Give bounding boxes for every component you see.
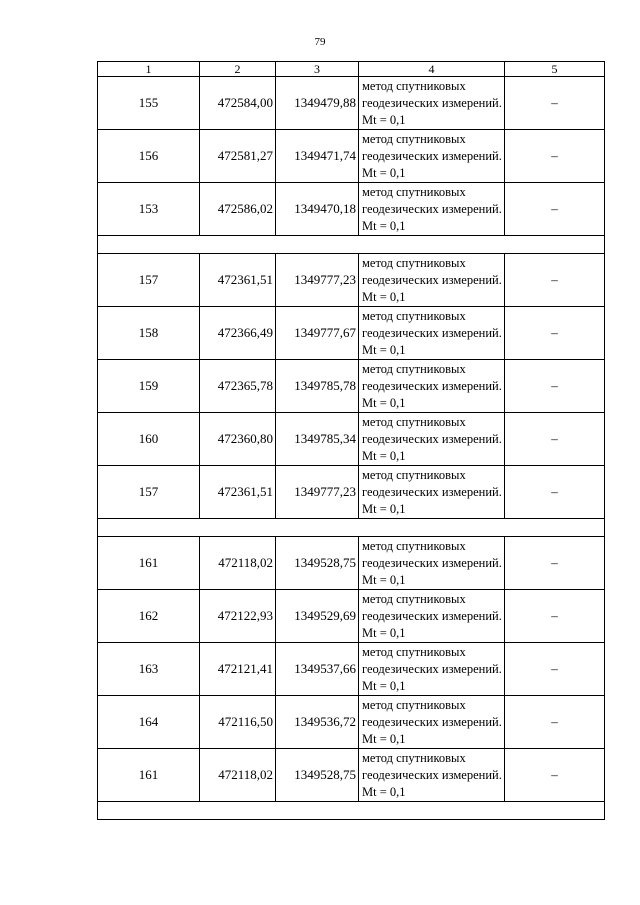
coordinates-table [97, 61, 605, 820]
y-coordinate-cell: 1349537,66 [276, 643, 359, 696]
x-coordinate-cell: 472118,02 [200, 537, 276, 590]
separator-row [98, 236, 605, 254]
table-row [98, 307, 605, 360]
column-header: 4 [359, 62, 505, 77]
note-cell: – [505, 130, 605, 183]
separator-row [98, 802, 605, 820]
point-number-cell: 162 [98, 590, 200, 643]
note-cell: – [505, 307, 605, 360]
x-coordinate-cell: 472122,93 [200, 590, 276, 643]
table-row [98, 696, 605, 749]
column-header: 5 [505, 62, 605, 77]
point-number-cell: 164 [98, 696, 200, 749]
method-cell: метод спутниковых геодезических измерений. Mt = 0,1 [359, 254, 505, 307]
method-cell: метод спутниковых геодезических измерений. Mt = 0,1 [359, 413, 505, 466]
method-cell: метод спутниковых геодезических измерений. Mt = 0,1 [359, 360, 505, 413]
table-row [98, 254, 605, 307]
separator-cell [98, 519, 605, 537]
y-coordinate-cell: 1349777,23 [276, 254, 359, 307]
x-coordinate-cell: 472118,02 [200, 749, 276, 802]
y-coordinate-cell: 1349529,69 [276, 590, 359, 643]
note-cell: – [505, 643, 605, 696]
x-coordinate-cell: 472116,50 [200, 696, 276, 749]
x-coordinate-cell: 472584,00 [200, 77, 276, 130]
y-coordinate-cell: 1349785,34 [276, 413, 359, 466]
table-row [98, 360, 605, 413]
method-cell: метод спутниковых геодезических измерений. Mt = 0,1 [359, 749, 505, 802]
page-number: 79 [314, 36, 326, 48]
table-row [98, 590, 605, 643]
note-cell: – [505, 696, 605, 749]
point-number-cell: 161 [98, 537, 200, 590]
x-coordinate-cell: 472121,41 [200, 643, 276, 696]
note-cell: – [505, 590, 605, 643]
point-number-cell: 157 [98, 466, 200, 519]
column-header: 1 [98, 62, 200, 77]
y-coordinate-cell: 1349777,67 [276, 307, 359, 360]
note-cell: – [505, 183, 605, 236]
header-row [98, 62, 605, 77]
x-coordinate-cell: 472360,80 [200, 413, 276, 466]
method-cell: метод спутниковых геодезических измерений. Mt = 0,1 [359, 466, 505, 519]
table-row [98, 130, 605, 183]
method-cell: метод спутниковых геодезических измерений. Mt = 0,1 [359, 183, 505, 236]
note-cell: – [505, 254, 605, 307]
column-header: 2 [200, 62, 276, 77]
method-cell: метод спутниковых геодезических измерений. Mt = 0,1 [359, 590, 505, 643]
table-row [98, 643, 605, 696]
point-number-cell: 153 [98, 183, 200, 236]
note-cell: – [505, 537, 605, 590]
separator-cell [98, 802, 605, 820]
x-coordinate-cell: 472366,49 [200, 307, 276, 360]
y-coordinate-cell: 1349479,88 [276, 77, 359, 130]
note-cell: – [505, 749, 605, 802]
point-number-cell: 163 [98, 643, 200, 696]
table-row [98, 413, 605, 466]
method-cell: метод спутниковых геодезических измерений. Mt = 0,1 [359, 537, 505, 590]
point-number-cell: 158 [98, 307, 200, 360]
y-coordinate-cell: 1349777,23 [276, 466, 359, 519]
method-cell: метод спутниковых геодезических измерений. Mt = 0,1 [359, 77, 505, 130]
note-cell: – [505, 360, 605, 413]
point-number-cell: 159 [98, 360, 200, 413]
table-row [98, 77, 605, 130]
x-coordinate-cell: 472361,51 [200, 466, 276, 519]
note-cell: – [505, 466, 605, 519]
x-coordinate-cell: 472581,27 [200, 130, 276, 183]
separator-cell [98, 236, 605, 254]
method-cell: метод спутниковых геодезических измерений. Mt = 0,1 [359, 130, 505, 183]
method-cell: метод спутниковых геодезических измерений. Mt = 0,1 [359, 643, 505, 696]
y-coordinate-cell: 1349528,75 [276, 537, 359, 590]
table-body [98, 77, 605, 820]
y-coordinate-cell: 1349785,78 [276, 360, 359, 413]
point-number-cell: 161 [98, 749, 200, 802]
y-coordinate-cell: 1349470,18 [276, 183, 359, 236]
x-coordinate-cell: 472365,78 [200, 360, 276, 413]
y-coordinate-cell: 1349528,75 [276, 749, 359, 802]
table-row [98, 183, 605, 236]
x-coordinate-cell: 472361,51 [200, 254, 276, 307]
separator-row [98, 519, 605, 537]
method-cell: метод спутниковых геодезических измерений. Mt = 0,1 [359, 307, 505, 360]
x-coordinate-cell: 472586,02 [200, 183, 276, 236]
point-number-cell: 156 [98, 130, 200, 183]
table-row [98, 537, 605, 590]
y-coordinate-cell: 1349471,74 [276, 130, 359, 183]
table-row [98, 749, 605, 802]
column-header: 3 [276, 62, 359, 77]
method-cell: метод спутниковых геодезических измерений. Mt = 0,1 [359, 696, 505, 749]
y-coordinate-cell: 1349536,72 [276, 696, 359, 749]
note-cell: – [505, 413, 605, 466]
point-number-cell: 157 [98, 254, 200, 307]
point-number-cell: 155 [98, 77, 200, 130]
point-number-cell: 160 [98, 413, 200, 466]
table-row [98, 466, 605, 519]
coordinates-table-container [97, 61, 604, 820]
note-cell: – [505, 77, 605, 130]
